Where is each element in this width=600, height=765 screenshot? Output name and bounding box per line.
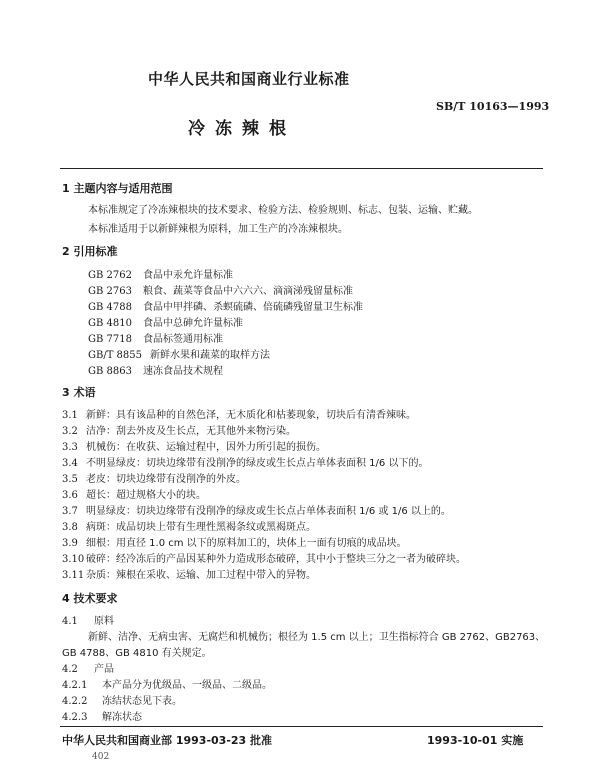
term-number: 3.2 [62,426,78,437]
subsection-4-2-3 [62,708,142,723]
approval-statement: 中华人民共和国商业部 1993-03-23 批准 [62,734,273,747]
subsection-number: 4.2 [62,664,78,675]
implementation-date: 1993-10-01 实施 [427,734,524,747]
term-text: 不明显绿皮：切块边缘带有没削净的绿皮或生长点占单体表面积 1/6 以下的。 [86,458,429,469]
reference-item [88,362,223,377]
reference-code: GB 2762 [88,270,132,281]
subsection-4-1 [62,612,114,627]
reference-code: GB/T 8855 [88,350,143,361]
term-number: 3.8 [62,522,78,533]
term-number: 3.1 [62,410,78,421]
page-number: 402 [92,752,110,762]
header-rule [60,168,543,169]
reference-item [88,298,363,313]
subsection-number: 4.2.2 [62,696,88,707]
reference-code: GB 2763 [88,286,132,297]
section-1-paragraph: 本标准适用于以新鲜辣根为原料，加工生产的冷冻辣根块。 [88,224,348,235]
term-number: 3.6 [62,490,78,501]
term-text: 明显绿皮：切块边缘带有没削净的绿皮或生长点占单体表面积 1/6 或 1/6 以上的。 [86,506,451,517]
subsection-number: 4.1 [62,616,78,627]
section-1-heading: 1 主题内容与适用范围 [62,182,173,195]
reference-name: 食品标签通用标准 [143,334,223,345]
reference-name: 速冻食品技术规程 [143,366,223,377]
term-item [62,502,451,517]
subsection-number: 4.2.1 [62,680,88,691]
document-title: 冷冻辣根 [188,119,296,139]
issuing-organization: 中华人民共和国商业行业标准 [148,70,350,88]
term-number: 3.4 [62,458,78,469]
term-item [62,566,316,581]
subsection-label: 产品 [94,664,114,675]
subsection-paragraph: 新鲜、洁净、无病虫害、无腐烂和机械伤；根径为 1.5 cm 以上；卫生指标符合 GB 2762、GB2763、 [88,632,546,643]
term-text: 细根：用直径 1.0 cm 以下的原料加工的，块体上一面有切痕的成品块。 [86,538,407,549]
reference-code: GB 4788 [88,302,132,313]
reference-name: 新鲜水果和蔬菜的取样方法 [150,350,270,361]
term-text: 机械伤：在收获、运输过程中，因外力所引起的损伤。 [86,442,326,453]
term-text: 超长：超过规格大小的块。 [86,490,206,501]
term-item [62,422,296,437]
term-item [62,454,428,469]
term-item [62,486,206,501]
reference-code: GB 7718 [88,334,132,345]
reference-item [88,330,223,345]
reference-code: GB 4810 [88,318,132,329]
term-number: 3.9 [62,538,78,549]
reference-code: GB 8863 [88,366,132,377]
subsection-4-2 [62,660,114,675]
term-number: 3.10 [62,554,85,565]
subsection-label: 解冻状态 [102,712,142,723]
section-3-heading: 3 术语 [62,386,96,399]
term-item [62,470,246,485]
reference-item [88,282,353,297]
term-item [62,438,326,453]
footer-rule [60,726,543,727]
term-item [62,518,316,533]
term-item [62,534,407,549]
term-text: 病斑：成品切块上带有生理性黑褐条纹或黑褐斑点。 [86,522,316,533]
term-number: 3.11 [62,570,85,581]
subsection-4-2-2 [62,692,182,707]
term-text: 破碎：经冷冻后的产品因某种外力造成形态破碎，其中小于整块三分之一者为破碎块。 [86,554,466,565]
term-number: 3.7 [62,506,78,517]
reference-item [88,346,270,361]
term-text: 老皮：切块边缘带有没削净的外皮。 [86,474,246,485]
section-2-heading: 2 引用标准 [62,245,118,258]
term-item [62,550,466,565]
section-4-heading: 4 技术要求 [62,592,118,605]
subsection-number: 4.2.3 [62,712,88,723]
subsection-label: 冻结状态见下表。 [102,696,182,707]
term-text: 洁净：刮去外皮及生长点，无其他外来物污染。 [86,426,296,437]
section-1-paragraph: 本标准规定了冷冻辣根块的技术要求、检验方法、检验规则、标志、包装、运输、贮藏。 [88,205,478,216]
reference-name: 食品中甲拌磷、杀螟硫磷、倍硫磷残留量卫生标准 [143,302,363,313]
standard-code: SB/T 10163—1993 [436,100,550,113]
term-item [62,406,416,421]
reference-item [88,314,243,329]
subsection-label: 本产品分为优级品、一级品、二级品。 [102,680,272,691]
reference-name: 食品中总砷允许量标准 [143,318,243,329]
subsection-paragraph: GB 4788、GB 4810 有关规定。 [62,648,212,659]
term-number: 3.5 [62,474,78,485]
reference-name: 食品中汞允许量标准 [143,270,233,281]
subsection-4-2-1 [62,676,272,691]
term-text: 杂质：辣根在采收、运输、加工过程中带入的异物。 [86,570,316,581]
term-text: 新鲜：具有该品种的自然色泽，无木质化和枯萎现象，切块后有清香辣味。 [86,410,416,421]
subsection-label: 原料 [94,616,114,627]
reference-name: 粮食、蔬菜等食品中六六六、滴滴涕残留量标准 [143,286,353,297]
term-number: 3.3 [62,442,78,453]
reference-item [88,266,233,281]
